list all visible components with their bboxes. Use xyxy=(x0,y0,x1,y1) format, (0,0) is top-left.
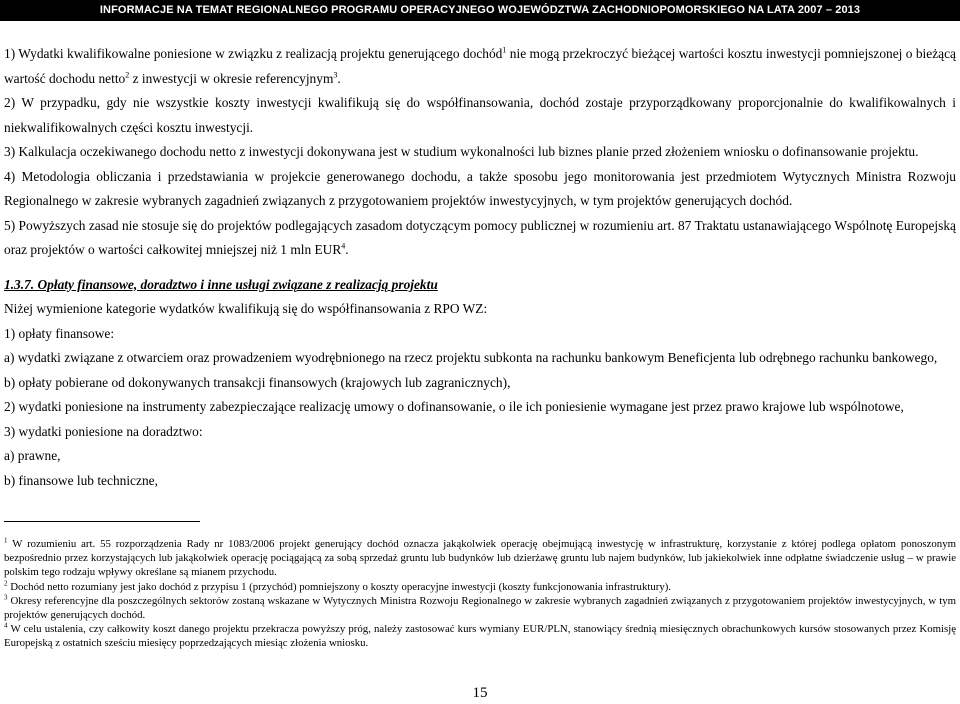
document-header xyxy=(0,0,960,21)
paragraph-2: 2) W przypadku, gdy nie wszystkie koszty inwestycji kwalifikują się do współfinansowania, dochód zostaje przyporządkowany proporcjonalnie do kwalifikowalnych i niekwalifikowalnych części kosztu inwestycji. xyxy=(4,95,956,135)
footnote-1 xyxy=(4,537,956,580)
paragraph-5 xyxy=(4,214,956,263)
list-item: a) prawne, xyxy=(4,448,61,463)
footnote-mark: 1 xyxy=(4,536,8,545)
footnote-ref-2[interactable]: 2 xyxy=(125,70,130,80)
paragraph-1-text: 1) Wydatki kwalifikowalne poniesione w związku z realizacją projektu generującego dochód xyxy=(4,46,503,61)
footnote-4 xyxy=(4,622,956,650)
list-item: a) wydatki związane z otwarciem oraz prowadzeniem wyodrębnionego na rzecz projektu subkonta na rachunku bankowym Beneficjenta lub odrębnego rachunku bankowego, xyxy=(4,350,938,365)
list-item: b) opłaty pobierane od dokonywanych transakcji finansowych (krajowych lub zagranicznych), xyxy=(4,374,511,390)
footnote-ref-1[interactable]: 1 xyxy=(502,45,507,55)
list-item: 3) wydatki poniesione na doradztwo: xyxy=(4,423,203,439)
footnote-3 xyxy=(4,594,956,622)
section-title: Opłaty finansowe, doradztwo i inne usługi związane z realizacją projektu xyxy=(37,276,438,292)
paragraph-5-text: 5) Powyższych zasad nie stosuje się do projektów podlegających zasadom dotyczącym pomocy publicznej w rozumieniu art. 87 Traktatu ustanawiającego Wspólnotę Europejską oraz projektów o wartości całkowitej mniejszej niż 1 mln EUR xyxy=(4,217,956,257)
paragraph-1-text-cont-2: z inwestycji w okresie referencyjnym xyxy=(129,70,334,86)
footnote-ref-3[interactable]: 3 xyxy=(333,70,338,80)
footnote-text: Okresy referencyjne dla poszczególnych sektorów zostaną wskazane w Wytycznych Ministra Rozwoju Regionalnego w zakresie wybranych zagadnień związanych z przygotowaniem projektów inwestycyjnych, w tym projektów generujących dochód. xyxy=(4,594,956,622)
list-item: 1) opłaty finansowe: xyxy=(4,325,115,341)
footnote-text: Dochód netto rozumiany jest jako dochód z przypisu 1 (przychód) pomniejszony o koszty operacyjne inwestycji (koszty funkcjonowania infrastruktury). xyxy=(7,580,672,593)
paragraph-1-end: . xyxy=(337,70,341,86)
footnote-separator xyxy=(4,521,200,522)
footnote-mark: 2 xyxy=(4,579,8,588)
header-title: INFORMACJE NA TEMAT REGIONALNEGO PROGRAMU OPERACYJNEGO WOJEWÓDZTWA ZACHODNIOPOMORSKIEGO NA LATA 2007 – 2013 xyxy=(99,4,861,16)
paragraph-1 xyxy=(4,42,956,91)
document-body xyxy=(4,42,956,493)
footnote-text: W celu ustalenia, czy całkowity koszt danego projektu przekracza powyższy próg, należy zastosować kurs wymiany EUR/PLN, stanowiący średnią miesięcznych obrachunkowych kursów stosowanych przez Komisję Europejską z ostatnich sześciu miesięcy poprzedzających miesiąc złożenia wniosku. xyxy=(4,623,956,650)
list-item: 2) wydatki poniesione na instrumenty zabezpieczające realizację umowy o dofinansowanie, o ile ich poniesienie wymagane jest przez prawo krajowe lub wspólnotowe, xyxy=(4,399,904,414)
list-item: b) finansowe lub techniczne, xyxy=(4,472,158,488)
section-number: 1.3.7. xyxy=(4,276,35,292)
footnote-2 xyxy=(4,580,956,594)
paragraph-4: 4) Metodologia obliczania i przedstawiania w projekcie generowanego dochodu, a także sposobu jego monitorowania jest przedmiotem Wytycznych Ministra Rozwoju Regionalnego w zakresie wybranych zagadnień związanych z przygotowaniem projektów inwestycyjnych, w tym projektów generujących dochód. xyxy=(4,168,956,208)
section-heading xyxy=(4,273,956,298)
footnote-ref-4[interactable]: 4 xyxy=(341,241,346,251)
footnote-text: W rozumieniu art. 55 rozporządzenia Rady nr 1083/2006 projekt generujący dochód oznacza jakąkolwiek operację obejmującą inwestycję w infrastrukturę, korzystanie z której podlega opłatom ponoszonym bezpośrednio przez korzystających lub jakąkolwiek operację pociągającą za sobą sprzedaż gruntu lub budynków lub dzierżawę gruntu lub najem budynków, lub jakiekolwiek inne odpłatne świadczenie usług – w prawie polskim tego rodzaju wpływy określane są mianem przychodu. xyxy=(4,538,956,579)
paragraph-3: 3) Kalkulacja oczekiwanego dochodu netto z inwestycji dokonywana jest w studium wykonalności lub biznes planie przed złożeniem wniosku o dofinansowanie projektu. xyxy=(4,144,919,159)
footnotes xyxy=(4,537,956,651)
footnote-mark: 3 xyxy=(4,593,8,602)
paragraph-5-end: . xyxy=(345,242,349,257)
paragraph-1-text-cont: nie mogą przekroczyć bieżącej wartości kosztu inwestycji pomniejszonej o bieżącą wartość dochodu netto xyxy=(4,46,956,86)
section-intro: Niżej wymienione kategorie wydatków kwalifikują się do współfinansowania z RPO WZ: xyxy=(4,301,488,316)
footnote-mark: 4 xyxy=(4,621,8,630)
page-number: 15 xyxy=(472,685,488,701)
